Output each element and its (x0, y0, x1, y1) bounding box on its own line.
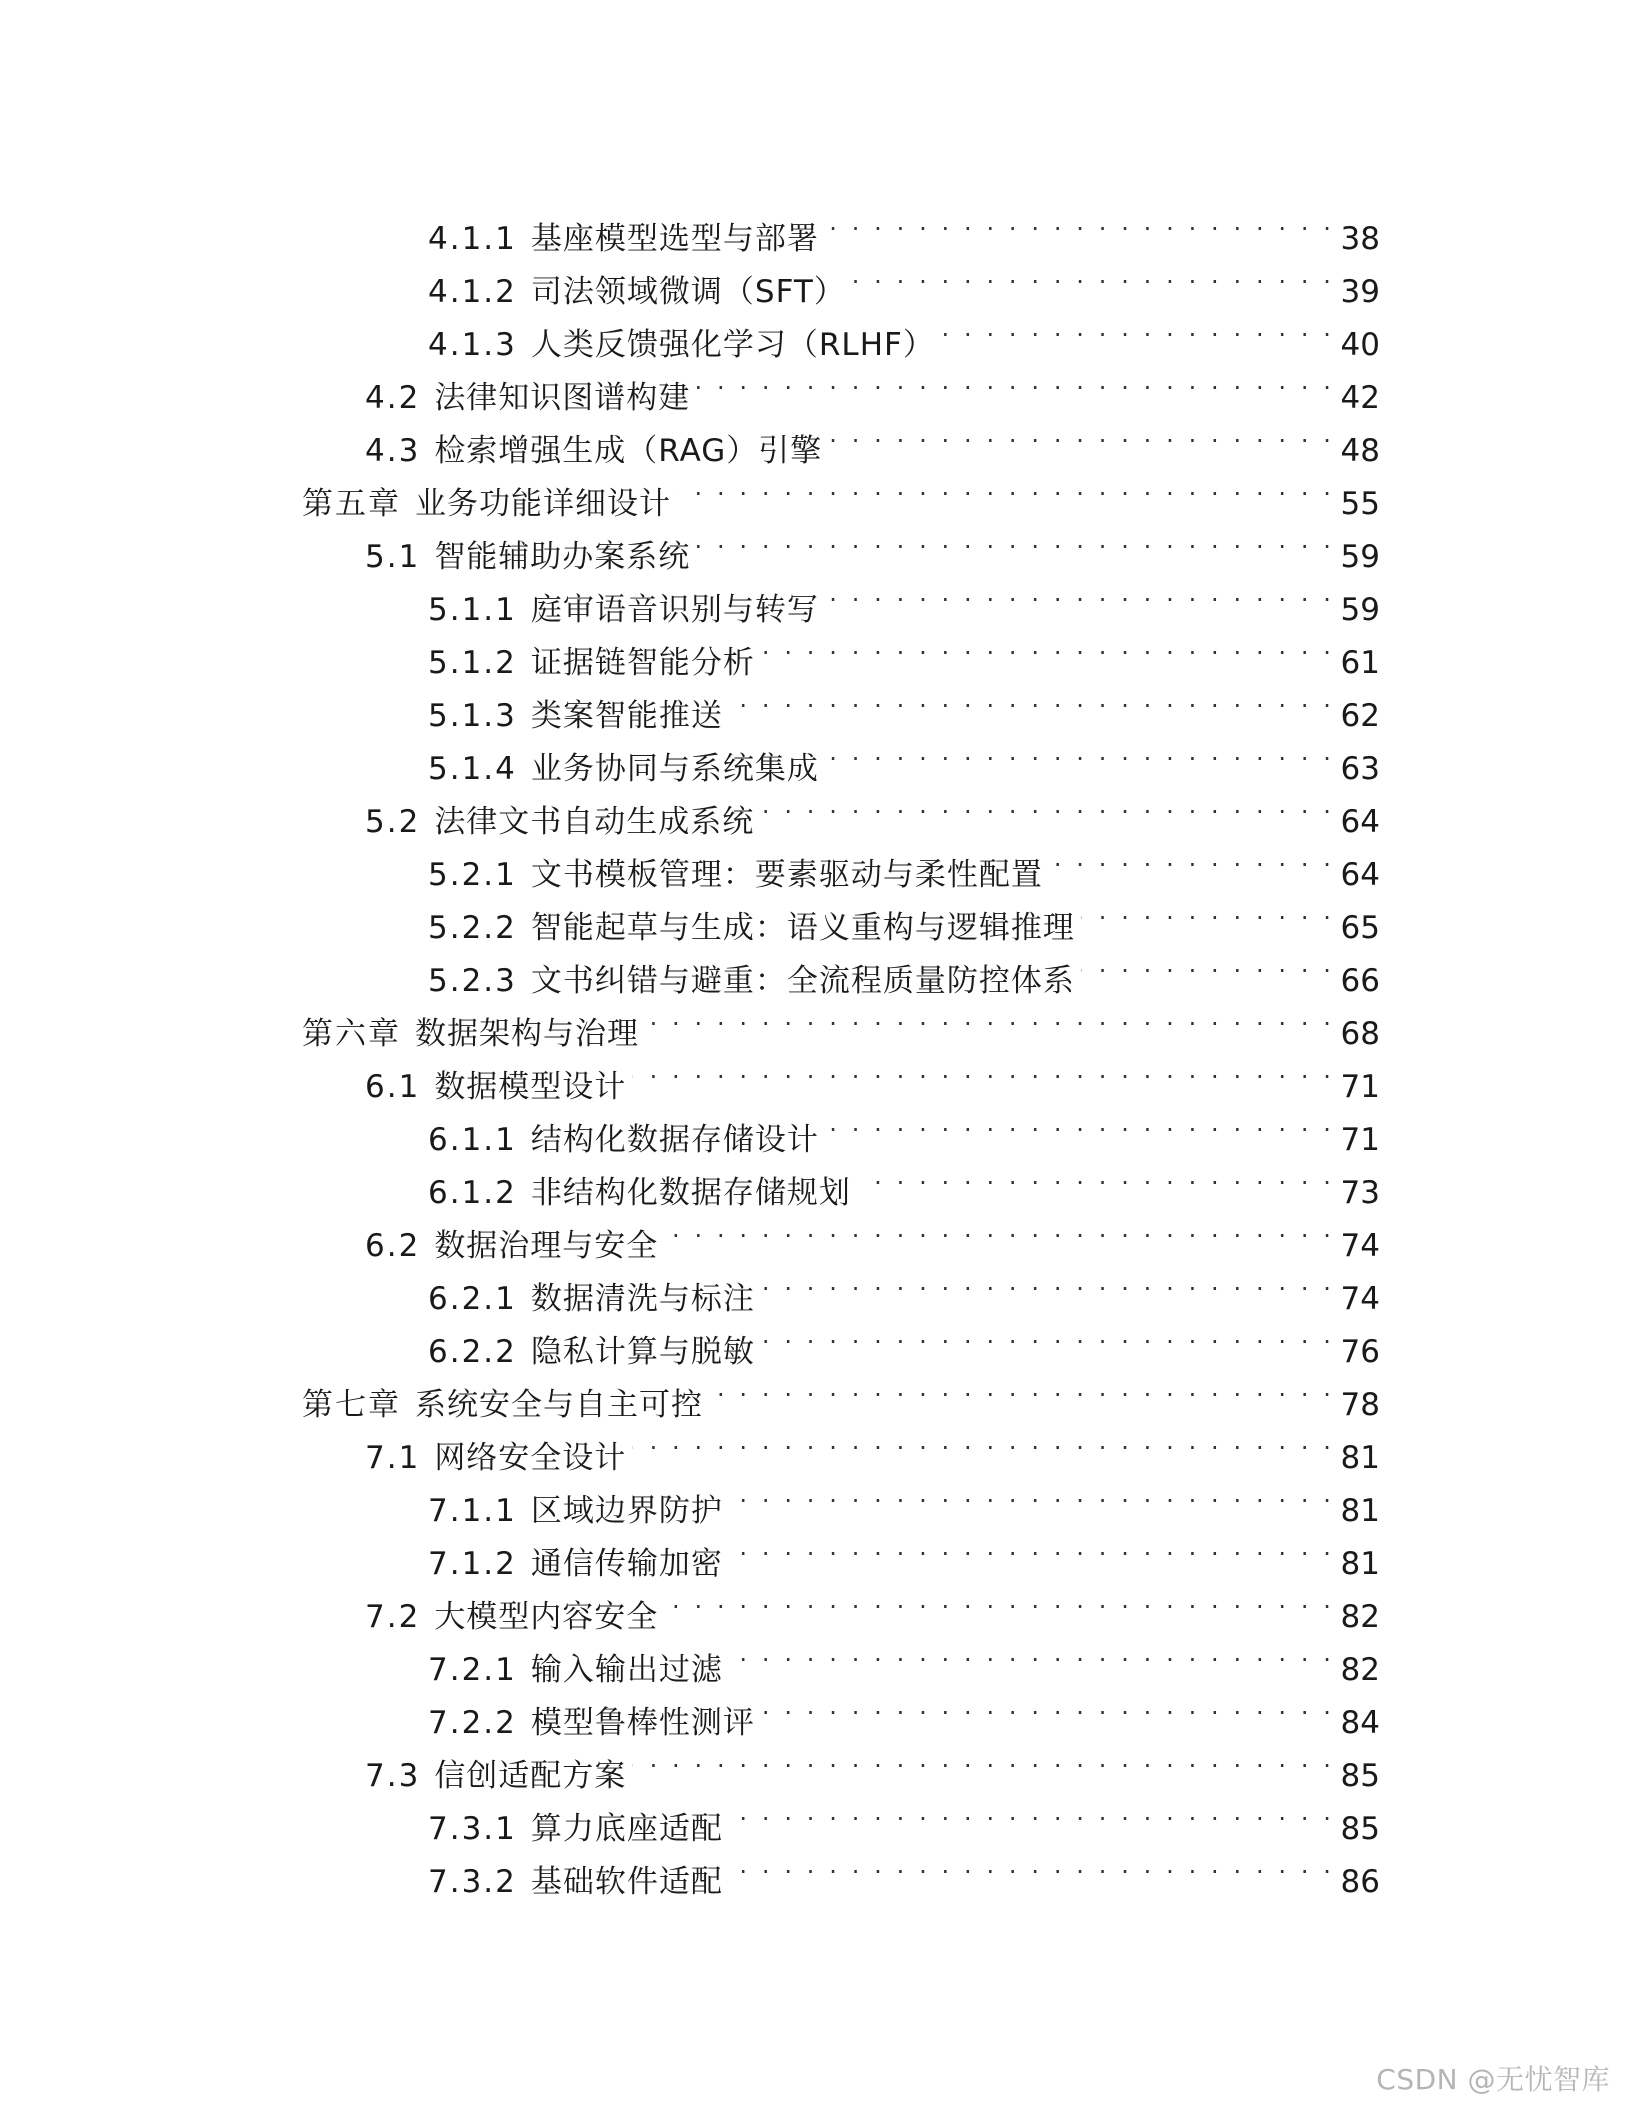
toc-entry-number: 7.2 (365, 1599, 421, 1635)
toc-entry-page: 81 (1340, 1440, 1380, 1476)
toc-entry-title: 司法领域微调（SFT） (530, 274, 846, 310)
watermark: CSDN @无忧智库 (1376, 2063, 1610, 2096)
toc-entry-title: 智能起草与生成：语义重构与逻辑推理 (530, 910, 1075, 946)
toc-dot-leader (729, 673, 1335, 726)
toc-entry-number: 4.2 (365, 380, 421, 416)
toc-entry[interactable] (428, 196, 1380, 257)
toc-dot-leader (761, 1680, 1335, 1733)
toc-entry[interactable] (365, 355, 1380, 416)
toc-entry[interactable] (428, 1786, 1380, 1847)
toc-entry-number: 5.2.1 (428, 857, 517, 893)
toc-entry-page: 85 (1340, 1811, 1380, 1847)
toc-entry-number: 7.2.1 (428, 1652, 517, 1688)
toc-entry-title: 智能辅助办案系统 (434, 539, 691, 575)
toc-dot-leader (825, 196, 1335, 249)
toc-entry-number: 5.1.2 (428, 645, 517, 681)
toc-entry-title: 文书纠错与避重：全流程质量防控体系 (530, 963, 1075, 999)
toc-entry[interactable] (365, 408, 1380, 469)
toc-entry-page: 59 (1340, 539, 1380, 575)
toc-entry-page: 40 (1340, 327, 1380, 363)
toc-entry[interactable] (428, 1256, 1380, 1317)
toc-entry-page: 55 (1340, 486, 1380, 522)
toc-dot-leader (696, 514, 1334, 567)
toc-entry-title: 数据模型设计 (434, 1069, 627, 1105)
toc-entry[interactable] (428, 302, 1380, 363)
toc-dot-leader (761, 1309, 1335, 1362)
toc-entry[interactable] (365, 1415, 1380, 1476)
toc-entry-number: 第七章 (302, 1387, 401, 1423)
toc-entry-page: 38 (1340, 221, 1380, 257)
toc-entry[interactable] (365, 1203, 1380, 1264)
toc-entry[interactable] (302, 461, 1380, 522)
toc-entry-page: 74 (1340, 1228, 1380, 1264)
toc-entry-title: 区域边界防护 (530, 1493, 723, 1529)
toc-dot-leader (825, 567, 1335, 620)
toc-entry-page: 81 (1340, 1493, 1380, 1529)
toc-entry-number: 5.2.2 (428, 910, 517, 946)
toc-entry-number: 7.1.2 (428, 1546, 517, 1582)
toc-dot-leader (1081, 938, 1335, 991)
toc-entry[interactable] (428, 1468, 1380, 1529)
toc-dot-leader (729, 1786, 1335, 1839)
toc-entry-title: 网络安全设计 (434, 1440, 627, 1476)
toc-entry[interactable] (302, 1362, 1380, 1423)
toc-entry-number: 4.1.2 (428, 274, 517, 310)
toc-dot-leader (645, 991, 1335, 1044)
toc-entry-title: 隐私计算与脱敏 (530, 1334, 755, 1370)
toc-entry[interactable] (302, 991, 1380, 1052)
toc-entry-number: 6.2 (365, 1228, 421, 1264)
toc-entry[interactable] (365, 1574, 1380, 1635)
toc-entry-title: 系统安全与自主可控 (415, 1387, 703, 1423)
toc-entry-number: 7.3.2 (428, 1864, 517, 1900)
toc-entry-number: 4.1.3 (428, 327, 517, 363)
toc-entry-number: 5.2.3 (428, 963, 517, 999)
toc-entry[interactable] (428, 620, 1380, 681)
toc-entry-title: 证据链智能分析 (530, 645, 755, 681)
toc-entry-page: 82 (1340, 1652, 1380, 1688)
toc-dot-leader (825, 726, 1335, 779)
toc-entry[interactable] (428, 1521, 1380, 1582)
toc-entry-number: 7.2.2 (428, 1705, 517, 1741)
toc-entry-page: 71 (1340, 1122, 1380, 1158)
toc-entry-title: 检索增强生成（RAG）引擎 (434, 433, 823, 469)
toc-entry-page: 64 (1340, 804, 1380, 840)
toc-entry[interactable] (428, 567, 1380, 628)
toc-entry-page: 65 (1340, 910, 1380, 946)
toc-entry-number: 7.3 (365, 1758, 421, 1794)
toc-entry-title: 庭审语音识别与转写 (530, 592, 819, 628)
toc-entry[interactable] (428, 673, 1380, 734)
toc-entry[interactable] (365, 1044, 1380, 1105)
toc-dot-leader (760, 779, 1334, 832)
toc-entry-page: 48 (1340, 433, 1380, 469)
toc-dot-leader (825, 1097, 1335, 1150)
toc-entry[interactable] (428, 938, 1380, 999)
toc-entry-page: 78 (1340, 1387, 1380, 1423)
toc-entry-page: 74 (1340, 1281, 1380, 1317)
toc-entry-number: 6.1 (365, 1069, 421, 1105)
toc-entry-number: 5.2 (365, 804, 421, 840)
toc-entry[interactable] (428, 1627, 1380, 1688)
toc-entry-number: 第五章 (302, 486, 401, 522)
toc-dot-leader (664, 1574, 1334, 1627)
toc-dot-leader (709, 1362, 1335, 1415)
toc-entry-number: 4.3 (365, 433, 421, 469)
toc-dot-leader (729, 1627, 1335, 1680)
toc-entry-number: 5.1.1 (428, 592, 517, 628)
toc-entry-page: 73 (1340, 1175, 1380, 1211)
toc-dot-leader (828, 408, 1334, 461)
toc-entry-title: 算力底座适配 (530, 1811, 723, 1847)
toc-dot-leader (696, 355, 1334, 408)
toc-entry-page: 71 (1340, 1069, 1380, 1105)
toc-dot-leader (761, 620, 1335, 673)
toc-dot-leader (1049, 832, 1335, 885)
toc-entry-title: 数据治理与安全 (434, 1228, 659, 1264)
toc-entry[interactable] (365, 514, 1380, 575)
toc-entry-page: 86 (1340, 1864, 1380, 1900)
toc-entry-page: 61 (1340, 645, 1380, 681)
toc-dot-leader (729, 1468, 1335, 1521)
toc-entry-page: 66 (1340, 963, 1380, 999)
toc-dot-leader (664, 1203, 1334, 1256)
toc-entry[interactable] (428, 726, 1380, 787)
toc-dot-leader (632, 1733, 1334, 1786)
toc-entry-number: 7.1.1 (428, 1493, 517, 1529)
toc-dot-leader (1081, 885, 1335, 938)
toc-entry-title: 法律知识图谱构建 (434, 380, 691, 416)
toc-entry[interactable] (428, 885, 1380, 946)
toc-entry-number: 5.1 (365, 539, 421, 575)
toc-dot-leader (632, 1415, 1334, 1468)
toc-entry-number: 6.1.1 (428, 1122, 517, 1158)
toc-dot-leader (632, 1044, 1334, 1097)
toc-entry-page: 81 (1340, 1546, 1380, 1582)
toc-entry-title: 类案智能推送 (530, 698, 723, 734)
toc-entry-title: 模型鲁棒性测评 (530, 1705, 755, 1741)
toc-entry-title: 数据架构与治理 (415, 1016, 639, 1052)
toc-entry-number: 第六章 (302, 1016, 401, 1052)
toc-entry-page: 76 (1340, 1334, 1380, 1370)
toc-entry[interactable] (428, 1097, 1380, 1158)
toc-entry-page: 42 (1340, 380, 1380, 416)
toc-dot-leader (852, 249, 1335, 302)
toc-entry-title: 基础软件适配 (530, 1864, 723, 1900)
toc-entry-number: 5.1.3 (428, 698, 517, 734)
toc-entry[interactable] (365, 779, 1380, 840)
toc-entry[interactable] (428, 1839, 1380, 1900)
toc-entry-page: 68 (1340, 1016, 1380, 1052)
toc-entry-title: 文书模板管理：要素驱动与柔性配置 (530, 857, 1043, 893)
toc-entry-title: 通信传输加密 (530, 1546, 723, 1582)
toc-entry-title: 人类反馈强化学习（RLHF） (530, 327, 935, 363)
toc-entry-page: 64 (1340, 857, 1380, 893)
toc-entry[interactable] (428, 249, 1380, 310)
toc-entry-title: 结构化数据存储设计 (530, 1122, 819, 1158)
toc-entry-number: 6.1.2 (428, 1175, 517, 1211)
toc-entry-page: 82 (1340, 1599, 1380, 1635)
toc-entry-page: 39 (1340, 274, 1380, 310)
toc-entry-number: 6.2.2 (428, 1334, 517, 1370)
toc-entry-number: 7.3.1 (428, 1811, 517, 1847)
toc-entry-number: 4.1.1 (428, 221, 517, 257)
toc-entry-title: 信创适配方案 (434, 1758, 627, 1794)
toc-entry-title: 业务功能详细设计 (415, 486, 671, 522)
toc-entry-title: 大模型内容安全 (434, 1599, 659, 1635)
toc-entry[interactable] (365, 1733, 1380, 1794)
toc-entry-number: 5.1.4 (428, 751, 517, 787)
toc-entry-page: 63 (1340, 751, 1380, 787)
toc-dot-leader (677, 461, 1335, 514)
toc-entry-title: 非结构化数据存储规划 (530, 1175, 851, 1211)
toc-dot-leader (857, 1150, 1335, 1203)
toc-entry-title: 业务协同与系统集成 (530, 751, 819, 787)
toc-entry[interactable] (428, 1150, 1380, 1211)
toc-entry-page: 62 (1340, 698, 1380, 734)
toc-entry[interactable] (428, 1309, 1380, 1370)
toc-entry-number: 7.1 (365, 1440, 421, 1476)
toc-entry-title: 基座模型选型与部署 (530, 221, 819, 257)
toc-entry-page: 85 (1340, 1758, 1380, 1794)
toc-dot-leader (729, 1839, 1335, 1892)
toc-dot-leader (761, 1256, 1335, 1309)
toc-entry-title: 法律文书自动生成系统 (434, 804, 755, 840)
toc-entry[interactable] (428, 832, 1380, 893)
toc-entry-page: 59 (1340, 592, 1380, 628)
toc-dot-leader (729, 1521, 1335, 1574)
toc-entry-title: 数据清洗与标注 (530, 1281, 755, 1317)
toc-entry[interactable] (428, 1680, 1380, 1741)
toc-dot-leader (941, 302, 1335, 355)
toc-entry-title: 输入输出过滤 (530, 1652, 723, 1688)
toc-entry-number: 6.2.1 (428, 1281, 517, 1317)
toc-entry-page: 84 (1340, 1705, 1380, 1741)
